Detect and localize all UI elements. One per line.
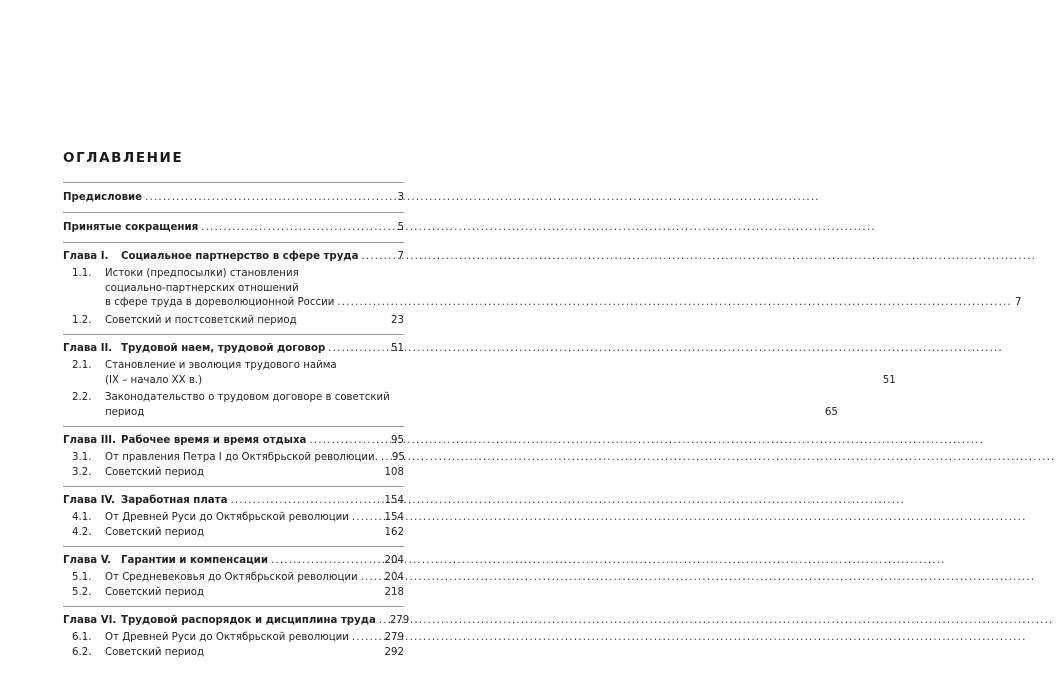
section-number: 5.1.: [72, 572, 92, 583]
toc-entry-5-2[interactable]: [63, 585, 404, 600]
section-number: 2.1.: [72, 360, 92, 371]
section-number: 6.2.: [72, 647, 92, 658]
chapter-number: Глава V.: [63, 555, 112, 566]
entry-title: Советский период: [105, 527, 205, 538]
toc-entry-3-2[interactable]: [63, 465, 404, 480]
entry-title-line: социально-партнерских отношений: [105, 282, 299, 294]
leader-dots: [352, 630, 382, 645]
section-number: 1.1.: [72, 268, 92, 279]
section-number: 4.2.: [72, 527, 92, 538]
section-number: 2.2.: [72, 392, 92, 403]
leader-dots: [145, 190, 391, 205]
entry-title: Гарантии и компенсации: [121, 555, 268, 566]
section-number: 1.2.: [72, 314, 92, 326]
toc-entry-5-1[interactable]: [63, 570, 404, 585]
toc-entry-chapter-1[interactable]: [63, 249, 404, 264]
toc-entry-chapter-4[interactable]: [63, 493, 404, 508]
toc-entry-chapter-2[interactable]: [63, 341, 404, 356]
toc-entry-1-1[interactable]: [63, 267, 1022, 311]
chapter-number: Глава IV.: [63, 495, 115, 506]
chapter-number: Глава III.: [63, 435, 116, 446]
leader-dots: [361, 249, 391, 264]
toc-entry-1-2[interactable]: [63, 314, 404, 329]
entry-title: От Средневековья до Октябрьской революции: [105, 572, 358, 583]
page-number: 95: [391, 435, 404, 446]
page-number: 3: [397, 192, 404, 203]
toc-entry-abbreviations[interactable]: [63, 220, 404, 235]
entry-title: Социальное партнерство в сфере труда: [121, 251, 359, 262]
leader-dots: [381, 450, 389, 465]
page-number: 162: [384, 527, 404, 538]
toc-entry-chapter-6[interactable]: [63, 613, 410, 628]
leader-dots: [361, 570, 382, 585]
page-number: 7: [1014, 297, 1022, 308]
leader-dots: [201, 220, 391, 235]
entry-title-line: в сфере труда в дореволюционной России: [105, 297, 335, 308]
entry-title: Предисловие: [63, 192, 143, 203]
toc-entry-4-1[interactable]: [63, 510, 404, 525]
page-number: 154: [384, 512, 404, 523]
chapter-number: Глава I.: [63, 251, 109, 262]
entry-title: Принятые сокращения: [63, 222, 199, 233]
entry-title-line: Истоки (предпосылки) становления: [105, 268, 299, 279]
entry-title: От правления Петра I до Октябрьской революции.: [105, 452, 378, 463]
toc-entry-2-2[interactable]: [63, 391, 838, 420]
section-number: 6.1.: [72, 632, 92, 643]
entry-title: От Древней Руси до Октябрьской революции: [105, 512, 349, 523]
page-number: 95: [391, 452, 405, 463]
leader-dots: [337, 296, 1012, 311]
entry-title-line: период: [105, 406, 145, 418]
chapter-number: Глава II.: [63, 343, 113, 354]
page-number: 51: [391, 343, 404, 354]
toc-entry-6-1[interactable]: [63, 630, 404, 645]
page-number: 51: [882, 374, 896, 386]
entry-title-line: (IX – начало XX в.): [105, 374, 203, 386]
leader-dots: [271, 553, 382, 568]
page-number: 279: [384, 632, 404, 643]
entry-title-line: Законодательство о трудовом договоре в советский: [105, 392, 390, 403]
leader-dots: [230, 493, 381, 508]
entry-title: Трудовой наем, трудовой договор: [121, 343, 326, 354]
leader-dots: [352, 510, 382, 525]
section-number: 3.2.: [72, 467, 92, 478]
page-number: 279: [389, 615, 410, 626]
entry-title: Заработная плата: [121, 495, 228, 506]
page-number: 292: [384, 647, 404, 658]
entry-title: Советский период: [105, 587, 205, 598]
page-number: 108: [384, 467, 404, 478]
chapter-number: Глава VI.: [63, 615, 117, 626]
toc-entry-preface[interactable]: [63, 190, 404, 205]
entry-title: Советский период: [105, 467, 205, 478]
page-number: 204: [384, 555, 404, 566]
toc-entry-6-2[interactable]: [63, 645, 404, 660]
page-number: 218: [384, 587, 404, 598]
toc-entry-2-1[interactable]: [63, 359, 896, 388]
page-number: 5: [397, 222, 404, 233]
entry-title: Рабочее время и время отдыха: [121, 435, 307, 446]
page-number: 65: [824, 406, 838, 418]
leader-dots: [309, 433, 388, 448]
page-number: 23: [391, 314, 404, 326]
leader-dots: [379, 613, 387, 628]
toc-entry-chapter-3[interactable]: [63, 433, 404, 448]
entry-title: Трудовой распорядок и дисциплина труда: [121, 615, 376, 626]
entry-title: Советский период: [105, 647, 205, 658]
page-title: ОГЛАВЛЕНИЕ: [63, 150, 184, 166]
section-number: 4.1.: [72, 512, 92, 523]
toc-entry-4-2[interactable]: [63, 525, 404, 540]
toc-entry-chapter-5[interactable]: [63, 553, 404, 568]
table-of-contents: [63, 182, 1022, 660]
entry-title: От Древней Руси до Октябрьской революции: [105, 632, 349, 643]
section-number: 5.2.: [72, 587, 92, 598]
toc-entry-3-1[interactable]: [63, 450, 404, 465]
entry-title: Советский и постсоветский период: [105, 314, 297, 326]
entry-title-line: Становление и эволюция трудового найма: [105, 360, 337, 371]
section-number: 3.1.: [72, 452, 92, 463]
leader-dots: [328, 341, 388, 356]
page-number: 7: [397, 251, 404, 262]
page-number: 154: [384, 495, 404, 506]
page-number: 204: [384, 572, 404, 583]
